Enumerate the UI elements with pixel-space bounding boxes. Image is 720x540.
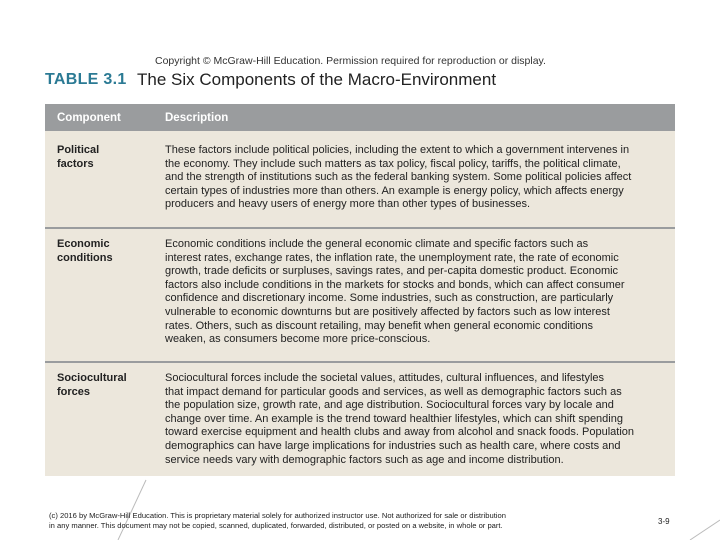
component-cell: Sociocultural forces	[57, 372, 127, 398]
component-cell: Political factors	[57, 144, 100, 170]
header-component: Component	[57, 112, 121, 124]
header-description: Description	[165, 112, 229, 124]
table-row	[45, 131, 675, 227]
table-label: TABLE 3.1	[45, 71, 127, 88]
table-header	[45, 104, 675, 131]
description-cell: Sociocultural forces include the societal values, attitudes, cultural influences, and lifestyles that impact demand for particular goods and services, as well as demographic factors such as the population size, growth rate, and age distribution. Sociocultural forces vary by locale and change over time. An example is the trend toward healthier lifestyles, which can shift spending toward exercise equipment and health clubs and away from alcohol and snack foods. Population demographics can have large implications for industries such as health care, where costs and service needs vary with demographic factors such as age and income distribution.	[165, 372, 635, 466]
description-cell: Economic conditions include the general economic climate and specific factors such as interest rates, exchange rates, the inflation rate, the unemployment rate, the rate of economic growth, trade deficits or surpluses, savings rates, and per-capita domestic product. Economic factors also include conditions in the markets for stocks and bonds, which can affect consumer confidence and discretionary income. Some industries, such as construction, are particularly vulnerable to economic downturns but are positively affected by factors such as low interest rates. Others, such as discount retailing, may benefit when general economic conditions weaken, as consumers become more price-conscious.	[165, 238, 625, 346]
page-number: 3-9	[658, 517, 670, 526]
description-cell: These factors include political policies, including the extent to which a government intervenes in the economy. They include such matters as tax policy, fiscal policy, tariffs, the political climate, and the strength of institutions such as the federal banking system. Some political policies affect certain types of industries more than others. An example is energy policy, which affects energy producers and heavy users of energy more than other types of businesses.	[165, 144, 632, 211]
table-row	[45, 227, 675, 361]
components-table	[45, 104, 675, 476]
table-title: The Six Components of the Macro-Environment	[137, 70, 497, 89]
table-row	[45, 361, 675, 476]
copyright-notice: Copyright © McGraw-Hill Education. Permission required for reproduction or display.	[155, 55, 546, 67]
footer-disclaimer: (c) 2016 by McGraw-Hill Education. This is proprietary material solely for authorized instructor use. Not authorized for sale or distribution in any manner. This document may not be copied, scanned, duplicated, forwarded, distributed, or posted on a website, in whole or part.	[49, 511, 506, 530]
component-cell: Economic conditions	[57, 238, 113, 264]
